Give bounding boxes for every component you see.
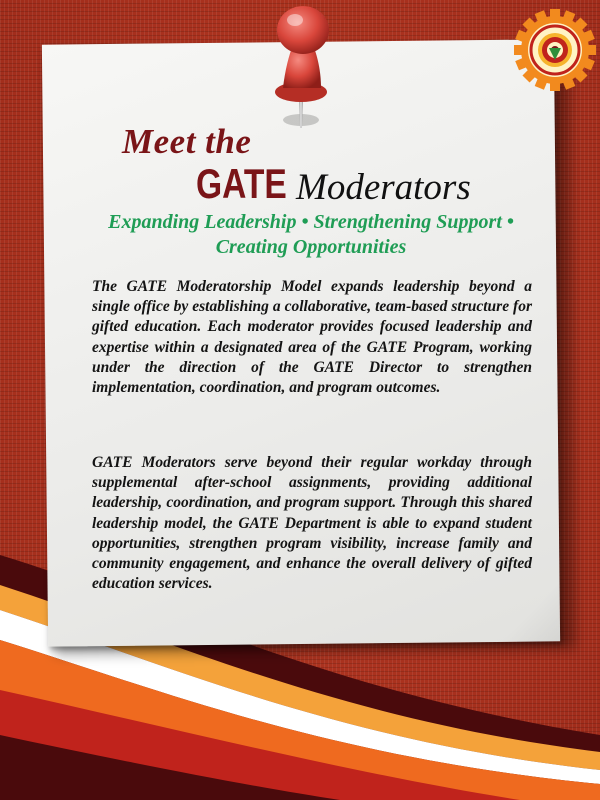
red-pushpin-icon — [255, 0, 355, 140]
gear-seal-logo — [513, 8, 597, 92]
title-meet-the: Meet the — [122, 122, 252, 161]
tagline: Expanding Leadership • Strengthening Support • Creating Opportunities — [108, 211, 514, 258]
service-paragraph: GATE Moderators serve beyond their regular workday through supplemental after-school assignments, providing additional leadership, coordination, and program support. Through this shared leadership model, the GATE Department is able to expand student opportunities, strengthen program visibility, increase family and community engagement, and enhance the overall delivery of gifted education services. — [92, 454, 532, 593]
title-moderators: Moderators — [296, 167, 471, 208]
title-gate: GATE — [196, 160, 287, 207]
title-row — [196, 160, 471, 208]
intro-paragraph: The GATE Moderatorship Model expands leadership beyond a single office by establishing a collaborative, team-based structure for gifted education. Each moderator provides focused leadership and expertise within a designated area of the GATE Program, working under the direction of the GATE Director to strengthen implementation, coordination, and program outcomes. — [92, 278, 532, 397]
